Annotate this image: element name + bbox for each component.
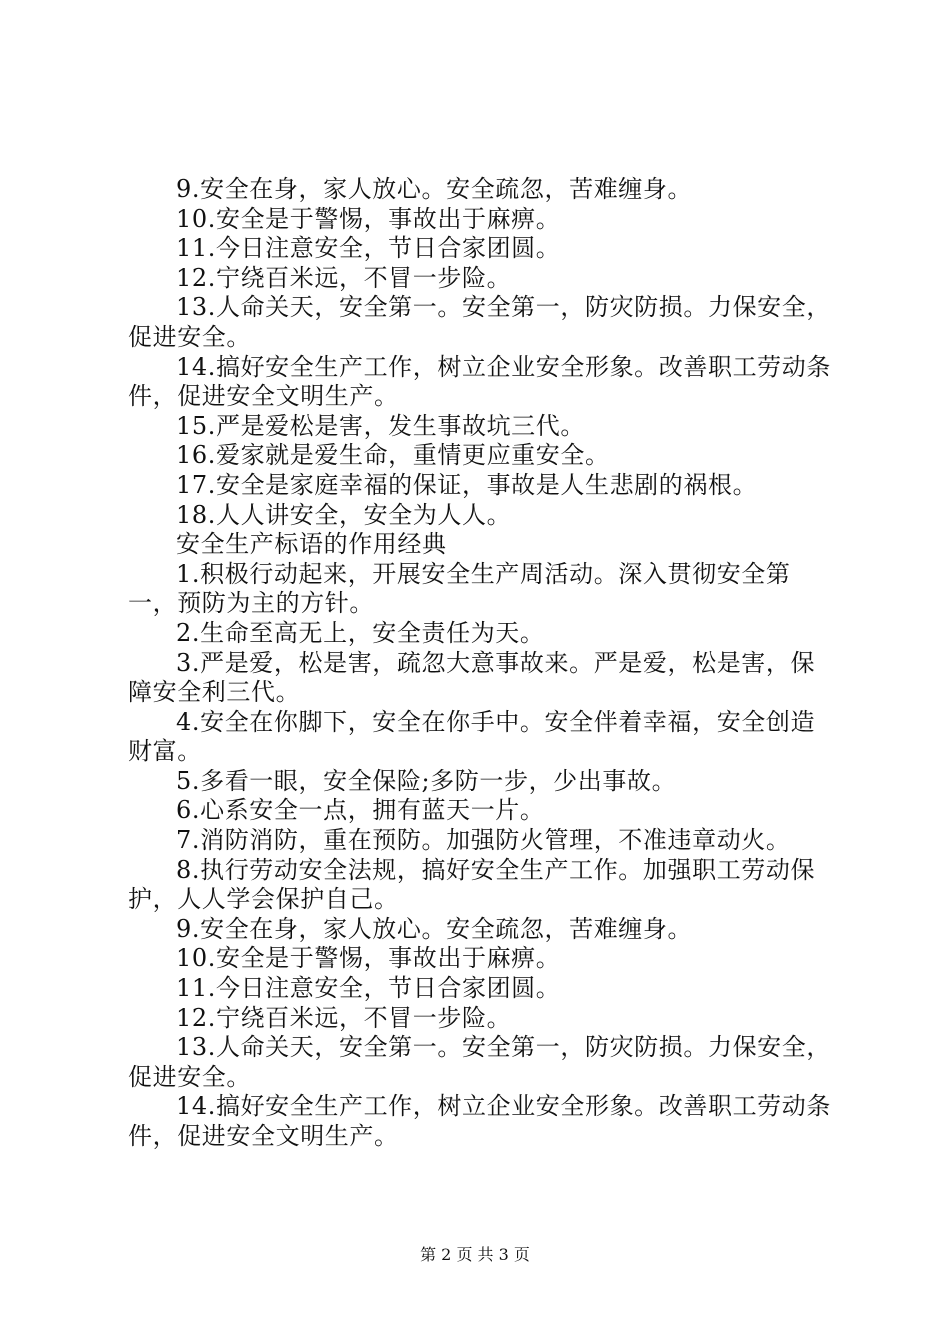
paragraph: 5.多看一眼，安全保险;多防一步，少出事故。 [176, 766, 677, 795]
paragraph: 10.安全是于警惕，事故出于麻痹。 [176, 944, 561, 973]
paragraph: 9.安全在身，家人放心。安全疏忽，苦难缠身。 [176, 914, 693, 943]
paragraph: 1.积极行动起来，开展安全生产周活动。深入贯彻安全第一，预防为主的方针。 [128, 559, 791, 618]
paragraph: 18.人人讲安全，安全为人人。 [176, 500, 512, 529]
paragraph: 6.心系安全一点，拥有蓝天一片。 [176, 796, 545, 825]
paragraph: 4.安全在你脚下，安全在你手中。安全伴着幸福，安全创造财富。 [128, 707, 816, 766]
paragraph: 7.消防消防，重在预防。加强防火管理，不准违章动火。 [176, 826, 791, 855]
section-heading: 安全生产标语的作用经典 [176, 530, 447, 559]
paragraph: 13.人命关天，安全第一。安全第一，防灾防损。力保安全，促进安全。 [128, 1033, 831, 1091]
page-number-footer: 第 2 页 共 3 页 [420, 1245, 530, 1264]
paragraph: 3.严是爱，松是害，疏忽大意事故来。严是爱，松是害，保障安全利三代。 [128, 648, 816, 707]
paragraph: 15.严是爱松是害，发生事故坑三代。 [176, 411, 585, 440]
paragraph: 14.搞好安全生产工作，树立企业安全形象。改善职工劳动条件，促进安全文明生产。 [128, 1092, 831, 1150]
paragraph: 13.人命关天，安全第一。安全第一，防灾防损。力保安全，促进安全。 [128, 293, 831, 351]
document-body [128, 175, 833, 1152]
paragraph: 14.搞好安全生产工作，树立企业安全形象。改善职工劳动条件，促进安全文明生产。 [128, 352, 831, 411]
paragraph: 16.爱家就是爱生命，重情更应重安全。 [176, 441, 610, 470]
paragraph: 12.宁绕百米远，不冒一步险。 [176, 263, 512, 292]
paragraph: 17.安全是家庭幸福的保证，事故是人生悲剧的祸根。 [176, 470, 758, 499]
paragraph: 2.生命至高无上，安全责任为天。 [176, 618, 545, 647]
paragraph: 12.宁绕百米远，不冒一步险。 [176, 1003, 512, 1032]
paragraph: 11.今日注意安全，节日合家团圆。 [176, 234, 561, 263]
paragraph: 9.安全在身，家人放心。安全疏忽，苦难缠身。 [176, 175, 693, 203]
paragraph: 11.今日注意安全，节日合家团圆。 [176, 974, 561, 1003]
paragraph: 10.安全是于警惕，事故出于麻痹。 [176, 204, 561, 233]
paragraph: 8.执行劳动安全法规，搞好安全生产工作。加强职工劳动保护，人人学会保护自己。 [128, 855, 816, 914]
